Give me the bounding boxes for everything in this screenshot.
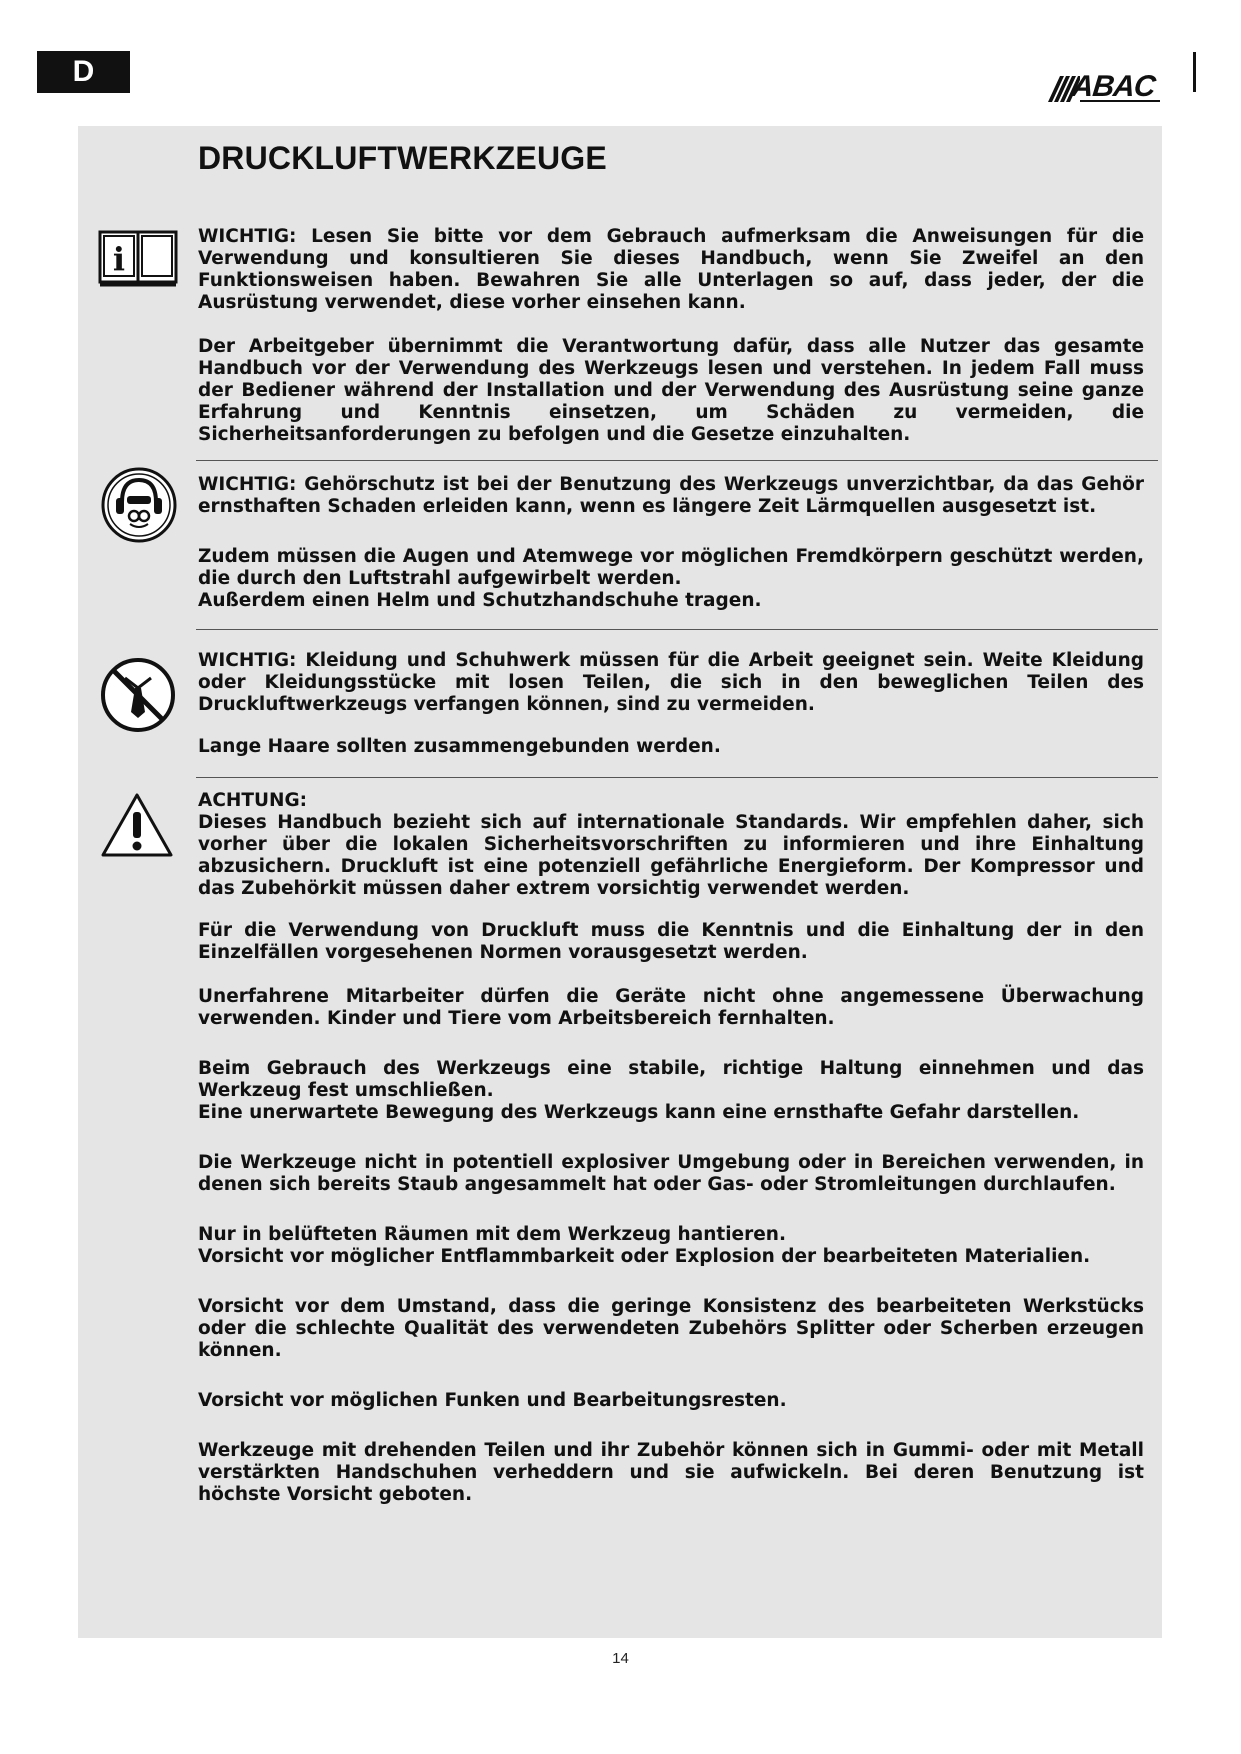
language-tab: D <box>37 51 130 93</box>
protection-section <box>198 474 1144 612</box>
manual-important-paragraph: WICHTIG: Lesen Sie bitte vor dem Gebrauch aufmerksam die Anweisungen für die Verwendung und konsultieren Sie dieses Handbuch, wenn Sie Zweifel an den Funktionsweisen haben. Bewahren Sie alle Unterlagen so auf, dass jeder, der die Ausrüstung verwendet, diese vorher einsehen kann. <box>198 226 1144 313</box>
hearing-protection-icon <box>100 466 178 544</box>
posture-paragraph: Beim Gebrauch des Werkzeugs eine stabile, richtige Haltung einnehmen und das Werkzeug fest umschließen. <box>198 1058 1144 1101</box>
page-title: DRUCKLUFTWERKZEUGE <box>198 140 607 176</box>
svg-text:i: i <box>112 240 126 278</box>
logo-text: ABAC <box>1070 70 1157 103</box>
sparks-paragraph: Vorsicht vor möglichen Funken und Bearbeitungsresten. <box>198 1390 787 1411</box>
unexpected-movement-paragraph: Eine unerwartete Bewegung des Werkzeugs kann eine ernsthafte Gefahr darstellen. <box>198 1102 1080 1123</box>
read-manual-icon <box>98 230 178 288</box>
eye-protection-paragraph: Zudem müssen die Augen und Atemwege vor möglichen Fremdkörpern geschützt werden, die durch den Luftstrahl aufgewirbelt werden. <box>198 546 1144 589</box>
no-loose-clothing-icon <box>99 656 177 734</box>
section-divider <box>196 629 1158 630</box>
ventilation-paragraph: Nur in belüfteten Räumen mit dem Werkzeug hantieren. <box>198 1224 786 1245</box>
manual-section <box>198 226 1144 446</box>
abac-logo <box>1040 70 1162 106</box>
section-divider <box>196 777 1158 778</box>
clothing-section <box>198 650 1144 758</box>
helmet-gloves-paragraph: Außerdem einen Helm und Schutzhandschuhe tragen. <box>198 590 762 611</box>
header-edge-bar <box>1193 52 1196 92</box>
warning-heading: ACHTUNG: <box>198 790 308 811</box>
explosive-environment-paragraph: Die Werkzeuge nicht in potentiell explosiver Umgebung oder in Bereichen verwenden, in denen sich bereits Staub angesammelt hat oder Gas- oder Stromleitungen durchlaufen. <box>198 1152 1144 1195</box>
hearing-protection-paragraph: WICHTIG: Gehörschutz ist bei der Benutzung des Werkzeugs unverzichtbar, da das Gehör ernsthaften Schaden erleiden kann, wenn es längere Zeit Lärmquellen ausgesetzt ist. <box>198 474 1144 517</box>
standards-paragraph: Dieses Handbuch bezieht sich auf internationale Standards. Wir empfehlen daher, sich vorher über die lokalen Sicherheitsvorschriften zu informieren und ihre Einhaltung abzusichern. Druckluft ist eine potenziell gefährliche Energieform. Der Kompressor und das Zubehörkit müssen daher extrem vorsichtig verwendet werden. <box>198 812 1144 899</box>
supervision-paragraph: Unerfahrene Mitarbeiter dürfen die Geräte nicht ohne angemessene Überwachung verwenden. Kinder und Tiere vom Arbeitsbereich fernhalten. <box>198 986 1144 1029</box>
clothing-important-paragraph: WICHTIG: Kleidung und Schuhwerk müssen für die Arbeit geeignet sein. Weite Kleidung oder Kleidungsstücke mit losen Teilen, die sich in den beweglichen Teilen des Druckluftwerkzeugs verfangen können, sind zu vermeiden. <box>198 650 1144 715</box>
flammability-paragraph: Vorsicht vor möglicher Entflammbarkeit oder Explosion der bearbeiteten Materialien. <box>198 1246 1091 1267</box>
logo-underline <box>1080 100 1160 105</box>
rotating-parts-paragraph: Werkzeuge mit drehenden Teilen und ihr Zubehör können sich in Gummi- oder mit Metall verstärkten Handschuhen verheddern und sie aufwickeln. Bei deren Benutzung ist höchste Vorsicht geboten. <box>198 1440 1144 1505</box>
section-divider <box>196 460 1158 461</box>
warning-section <box>198 790 1144 1506</box>
employer-responsibility-paragraph: Der Arbeitgeber übernimmt die Verantwortung dafür, dass alle Nutzer das gesamte Handbuch vor der Verwendung des Werkzeugs lesen und verstehen. In jedem Fall muss der Bediener während der Installation und der Verwendung des Ausrüstung seine ganze Erfahrung und Kenntnis einsetzen, um Schäden zu vermeiden, die Sicherheitsanforderungen zu befolgen und die Gesetze einzuhalten. <box>198 336 1144 445</box>
long-hair-paragraph: Lange Haare sollten zusammengebunden werden. <box>198 736 721 757</box>
page-number: 14 <box>612 1650 629 1667</box>
norms-paragraph: Für die Verwendung von Druckluft muss die Kenntnis und die Einhaltung der in den Einzelfällen vorgesehenen Normen vorausgesetzt werden. <box>198 920 1144 963</box>
warning-triangle-icon <box>100 792 174 858</box>
splinters-paragraph: Vorsicht vor dem Umstand, dass die geringe Konsistenz des bearbeiteten Werkstücks oder die schlechte Qualität des verwendeten Zubehörs Splitter oder Scherben erzeugen können. <box>198 1296 1144 1361</box>
